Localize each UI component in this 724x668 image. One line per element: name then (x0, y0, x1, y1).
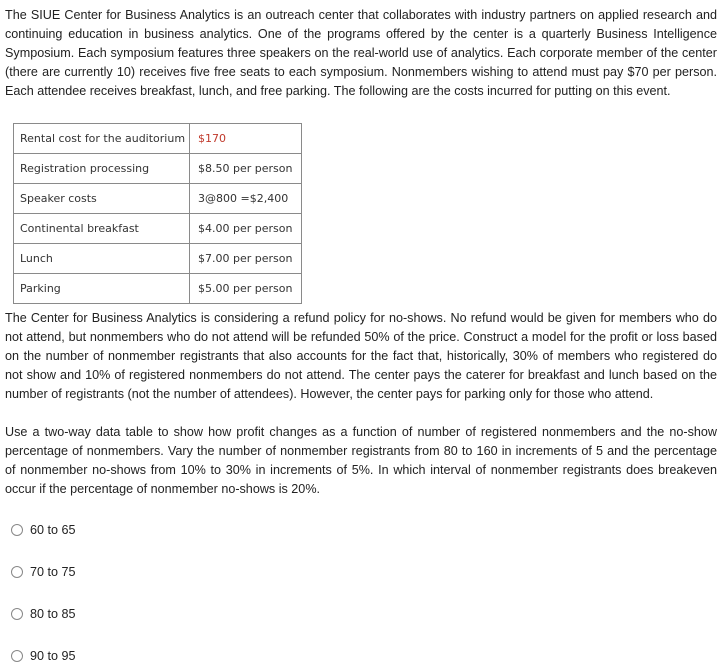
answer-option-4[interactable] (11, 647, 76, 665)
answer-option-label: 60 to 65 (30, 523, 76, 537)
table-row (14, 184, 302, 214)
answer-option-1[interactable] (11, 521, 76, 539)
cost-value: $8.50 per person (190, 154, 302, 184)
radio-button[interactable] (11, 608, 23, 620)
refund-policy-text: The Center for Business Analytics is considering a refund policy for no-shows. No refund would be given for members who do not attend, but nonmembers who do not attend will be refunded 50% of the price. Construct a model for the profit or loss based on the number of nonmember registrants that also accounts for the fact that, historically, 30% of members who registered do not show and 10% of registered nonmembers do not attend. The center pays the caterer for breakfast and lunch based on the number of registrants (not the number of attendees). However, the center pays for parking only for those who attend. (5, 311, 717, 401)
cost-value: $7.00 per person (190, 244, 302, 274)
table-row (14, 214, 302, 244)
answer-option-label: 70 to 75 (30, 565, 76, 579)
cost-value: 3@800 =$2,400 (190, 184, 302, 214)
cost-label: Continental breakfast (14, 214, 190, 244)
cost-label: Rental cost for the auditorium (14, 124, 190, 154)
answer-option-label: 80 to 85 (30, 607, 76, 621)
radio-button[interactable] (11, 524, 23, 536)
cost-value: $5.00 per person (190, 274, 302, 304)
answer-option-3[interactable] (11, 605, 76, 623)
radio-button[interactable] (11, 650, 23, 662)
cost-label: Registration processing (14, 154, 190, 184)
cost-table (13, 123, 302, 304)
cost-value: $170 (190, 124, 302, 154)
task-text: Use a two-way data table to show how profit changes as a function of number of registered nonmembers and the no-show percentage of nonmembers. Vary the number of nonmember registrants from 80 to 160 in increments of 5 and the percentage of nonmember no-shows from 10% to 30% in increments of 5%. In which interval of nonmember registrants does breakeven occur if the percentage of nonmember no-shows is 20%. (5, 425, 717, 496)
table-row (14, 244, 302, 274)
cost-value: $4.00 per person (190, 214, 302, 244)
answer-option-label: 90 to 95 (30, 649, 76, 663)
cost-label: Speaker costs (14, 184, 190, 214)
radio-button[interactable] (11, 566, 23, 578)
cost-label: Lunch (14, 244, 190, 274)
table-row (14, 154, 302, 184)
cost-label: Parking (14, 274, 190, 304)
answer-option-2[interactable] (11, 563, 76, 581)
question-intro: The SIUE Center for Business Analytics is an outreach center that collaborates with industry partners on applied research and continuing education in business analytics. One of the programs offered by the center is a quarterly Business Intelligence Symposium. Each symposium features three speakers on the real-world use of analytics. Each corporate member of the center (there are currently 10) receives five free seats to each symposium. Nonmembers wishing to attend must pay $70 per person. Each attendee receives breakfast, lunch, and free parking. The following are the costs incurred for putting on this event. (5, 8, 717, 98)
table-row (14, 274, 302, 304)
table-row (14, 124, 302, 154)
